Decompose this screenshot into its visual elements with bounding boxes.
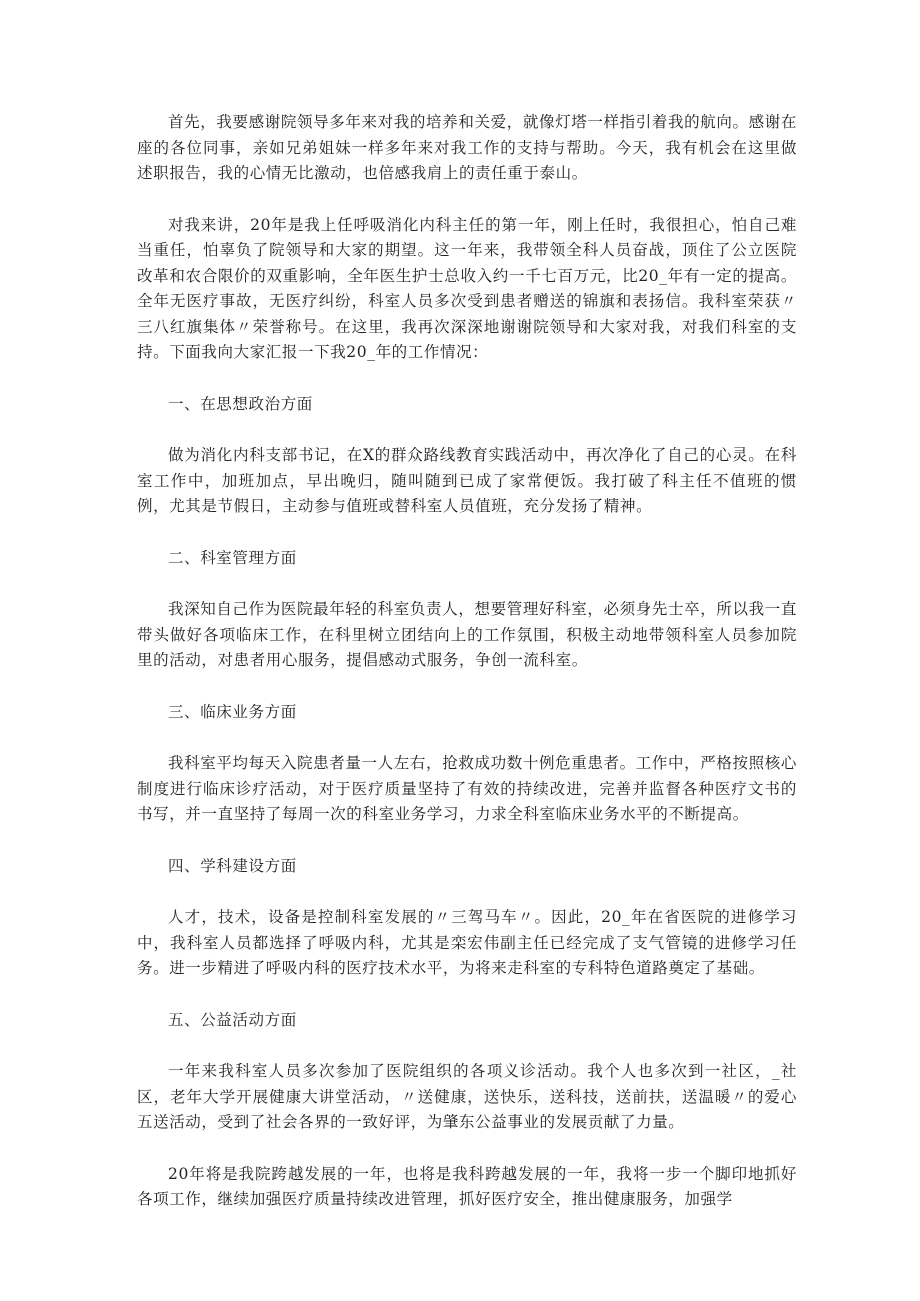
paragraph-outlook: 20年将是我院跨越发展的一年，也将是我科跨越发展的一年，我将一步一个脚印地抓好各项工作，继续加强医疗质量持续改进管理，抓好医疗安全，推出健康服务，加强学 [137, 1164, 797, 1208]
section-heading-charity: 五、公益活动方面 [168, 1010, 297, 1029]
document-page [137, 110, 797, 1213]
paragraph-charity: 一年来我科室人员多次参加了医院组织的各项义诊活动。我个人也多次到一社区，_社区，老年大学开展健康大讲堂活动，〃送健康，送快乐，送科技，送前扶，送温暖〃的爱心五送活动，受到了社会各界的一致好评，为肇东公益事业的发展贡献了力量。 [137, 1062, 797, 1131]
section-heading-political: 一、在思想政治方面 [168, 394, 313, 413]
section-heading-discipline: 四、学科建设方面 [168, 856, 297, 875]
paragraph-overview: 对我来讲，20年是我上任呼吸消化内科主任的第一年，刚上任时，我很担心，怕自己难当重任，怕辜负了院领导和大家的期望。这一年来，我带领全科人员奋战，顶住了公立医院改革和农合限价的双重影响，全年医生护士总收入约一千七百万元，比20_年有一定的提高。全年无医疗事故，无医疗纠纷，科室人员多次受到患者赠送的锦旗和表扬信。我科室荣获〃三八红旗集体〃荣誉称号。在这里，我再次深深地谢谢院领导和大家对我，对我们科室的支持。下面我向大家汇报一下我20_年的工作情况： [137, 215, 797, 361]
section-heading-clinical: 三、临床业务方面 [168, 702, 297, 721]
paragraph-clinical: 我科室平均每天入院患者量一人左右，抢救成功数十例危重患者。工作中，严格按照核心制度进行临床诊疗活动，对于医疗质量坚持了有效的持续改进，完善并监督各种医疗文书的书写，并一直坚持了每周一次的科室业务学习，力求全科室临床业务水平的不断提高。 [137, 754, 797, 823]
section-heading-management: 二、科室管理方面 [168, 548, 297, 567]
paragraph-management: 我深知自己作为医院最年轻的科室负责人，想要管理好科室，必须身先士卒，所以我一直带头做好各项临床工作，在科里树立团结向上的工作氛围，积极主动地带领科室人员参加院里的活动，对患者用心服务，提倡感动式服务，争创一流科室。 [137, 600, 797, 669]
paragraph-discipline: 人才，技术，设备是控制科室发展的〃三驾马车〃。因此，20_年在省医院的进修学习中，我科室人员都选择了呼吸内科，尤其是栾宏伟副主任已经完成了支气管镜的进修学习任务。进一步精进了呼吸内科的医疗技术水平，为将来走科室的专科特色道路奠定了基础。 [137, 908, 797, 977]
paragraph-political: 做为消化内科支部书记，在X的群众路线教育实践活动中，再次净化了自己的心灵。在科室工作中，加班加点，早出晚归，随叫随到已成了家常便饭。我打破了科主任不值班的惯例，尤其是节假日，主动参与值班或替科室人员值班，充分发扬了精神。 [137, 446, 797, 515]
paragraph-intro: 首先，我要感谢院领导多年来对我的培养和关爱，就像灯塔一样指引着我的航向。感谢在座的各位同事，亲如兄弟姐妹一样多年来对我工作的支持与帮助。今天，我有机会在这里做述职报告，我的心情无比激动，也倍感我肩上的责任重于泰山。 [137, 113, 797, 182]
